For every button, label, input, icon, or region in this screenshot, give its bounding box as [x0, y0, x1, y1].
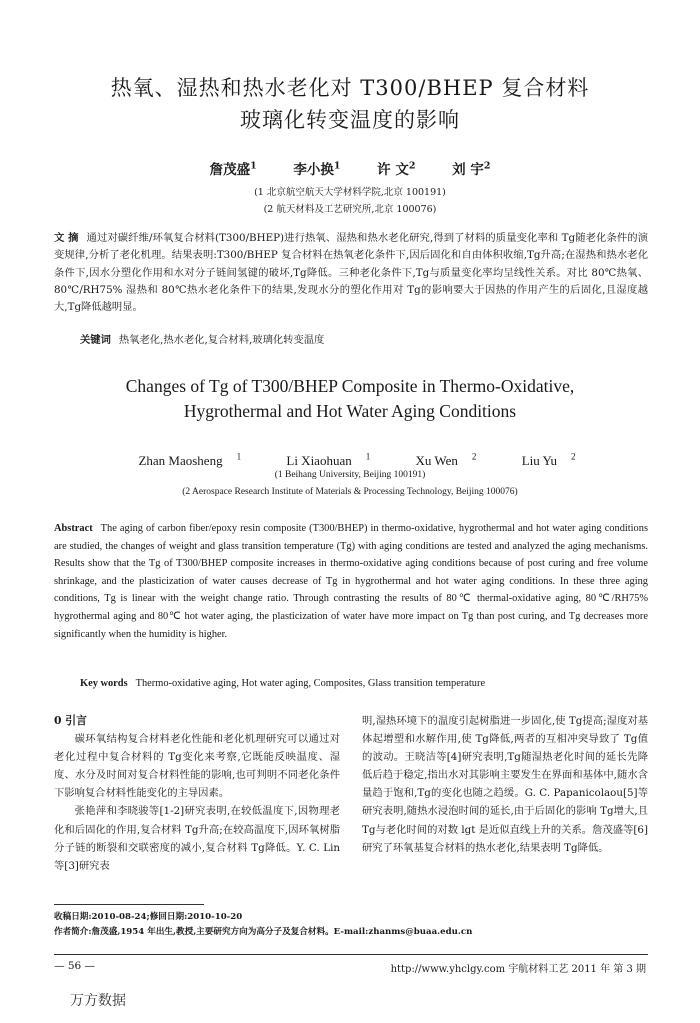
keywords-en: [80, 678, 640, 689]
chinese-title: [40, 72, 660, 136]
author-en: Zhan Maosheng $^1$: [138, 452, 242, 469]
footnote: [54, 910, 648, 940]
intro-right-column: [362, 712, 648, 857]
keywords-en-text: Thermo-oxidative aging, Hot water aging, Composites, Glass transition temperature: [135, 678, 486, 689]
keywords-cn-label: 关键词: [80, 334, 111, 346]
affiliation-cn-2: (2 航天材料及工艺研究所,北京 100076): [263, 204, 437, 215]
author-cn: 刘 宇$^2$: [452, 160, 491, 178]
author-en: Xu Wen $^2$: [415, 452, 477, 469]
abstract-cn-label: 文 摘: [54, 232, 79, 244]
abstract-cn-text: 通过对碳纤维/环氧复合材料(T300/BHEP)进行热氧、湿热和热水老化研究,得到了材料的质量变化率和 Tg随老化条件的演变规律,分析了老化机理。结果表明:T300/BHEP 复合材料在热氧老化条件下,因后固化和自由体积收缩,Tg升高;在湿热和热水老化条件下,因水分塑化作用和水对分子链间氢键的破坏,Tg降低。三种老化条件下,Tg与质量变化率均呈线性关系。对比 80℃热氧、80℃/RH75% 湿热和 80℃热水老化条件下的结果,发现水分的塑化作用对 Tg的影响要大于因热的作用产生的后固化,且湿度越大,Tg降低越明显。: [54, 232, 648, 314]
footnote-rule: [54, 904, 204, 905]
abstract-en-label: Abstract: [54, 523, 93, 534]
keywords-cn-text: 热氧老化,热水老化,复合材料,玻璃化转变温度: [118, 334, 325, 346]
abstract-en-text: The aging of carbon fiber/epoxy resin composite (T300/BHEP) in thermo-oxidative, hygrothermal and hot water aging conditions are studied, the changes of weight and glass transition temperature (Tg) with aging conditions are tested and analyzed the aging mechanisms. Results show that the Tg of T300/BHEP composite increases in thermo-oxidative aging conditions because of post curing and free volume shrinkage, and the plasticization of water causes decrease of Tg in hygrothermal and hot water aging conditions. In these three aging conditions, Tg is linear with the weight change ratio. Through contrasting the results of 80℃ thermal-oxidative aging, 80℃/RH75% hygrothermal aging and 80℃ hot water aging, the plasticization of water have more impact on Tg than post curing, and Tg decreases more significantly when the humidity is higher.: [54, 523, 648, 640]
affiliation-cn-1: (1 北京航空航天大学材料学院,北京 100191): [254, 187, 446, 198]
author-en: Liu Yu $^2$: [521, 452, 576, 469]
intro-paragraph-1: 碳环氧结构复合材料老化性能和老化机理研究可以通过对老化过程中复合材料的 Tg变化来考察,它既能反映温度、湿度、水分及时间对复合材料性能的影响,也可判明不同老化条件下影响复合材料性能变化的主导因素。: [54, 733, 340, 800]
author-cn: 许 文$^2$: [377, 160, 416, 178]
footer-rule: [54, 954, 648, 955]
english-title: [40, 374, 660, 424]
keywords-cn: [80, 331, 640, 346]
english-authors: [60, 452, 640, 469]
page-number: — 56 —: [54, 960, 96, 972]
intro-paragraph-3: 明,湿热环境下的温度引起树脂进一步固化,使 Tg提高;湿度对基体起增塑和水解作用,使 Tg降低,两者的互相冲突导致了 Tg值的波动。王晓洁等[4]研究表明,Tg随湿热老化时间的延长先降低后趋于稳定,指出水对其影响主要发生在界面和基体中,随水含量趋于饱和,Tg的变化也随之趋缓。G. C. Papanicolaou[5]等研究表明,随热水浸泡时间的延长,由于后固化的影响 Tg增大,且 Tg与老化时间的对数 lgt 是近似直线上升的关系。詹茂盛等[6]研究了环氧基复合材料的热水老化,结果表明 Tg降低。: [362, 715, 648, 854]
intro-left-column: [54, 712, 340, 875]
author-cn: 李小换$^1$: [293, 160, 341, 178]
abstract-cn: [54, 230, 648, 316]
footnote-dates: 收稿日期:2010-08-24;修回日期:2010-10-20: [54, 912, 243, 922]
affiliation-en-1: (1 Beihang University, Beijing 100191): [274, 470, 426, 480]
english-title-line2: Hygrothermal and Hot Water Aging Conditions: [183, 401, 517, 421]
chinese-authors: [60, 158, 640, 178]
keywords-en-label: Key words: [80, 678, 128, 689]
abstract-en: [54, 520, 648, 643]
intro-paragraph-2: 张艳萍和李晓骏等[1-2]研究表明,在较低温度下,因物理老化和后固化的作用,复合材料 Tg升高;在较高温度下,因环氧树脂分子链的断裂和交联密度的减小,复合材料 Tg降低。Y. C. Lin 等[3]研究表: [54, 805, 340, 872]
affiliation-en-2: (2 Aerospace Research Institute of Materials & Processing Technology, Beijing 100076): [182, 487, 518, 497]
author-en: Li Xiaohuan $^1$: [286, 452, 371, 469]
footnote-author-info: 作者简介:詹茂盛,1954 年出生,教授,主要研究方向为高分子及复合材料。E-mail:zhanms@buaa.edu.cn: [54, 927, 473, 937]
journal-info: http://www.yhclgy.com 宇航材料工艺 2011 年 第 3 期: [390, 964, 646, 975]
english-title-line1: Changes of Tg of T300/BHEP Composite in Thermo-Oxidative,: [125, 376, 575, 396]
chinese-title-line2: 玻璃化转变温度的影响: [240, 108, 460, 132]
chinese-title-line1: 热氧、湿热和热水老化对 T300/BHEP 复合材料: [110, 76, 590, 100]
watermark: 万方数据: [70, 993, 126, 1009]
section-heading: 0 引言: [54, 714, 87, 727]
author-cn: 詹茂盛$^1$: [209, 160, 257, 178]
